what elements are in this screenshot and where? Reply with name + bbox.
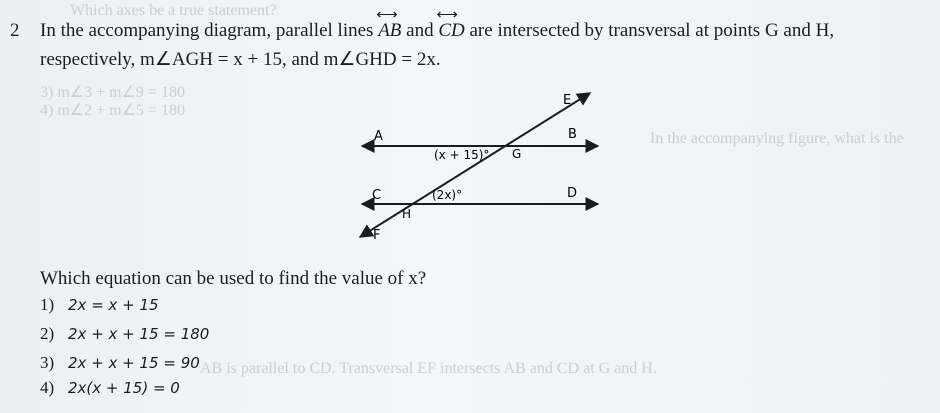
choice-equation: 2x + x + 15 = 180	[68, 325, 210, 343]
question-number: 2	[10, 20, 20, 41]
question-text: In the accompanying diagram, parallel lines	[40, 20, 379, 41]
question-line-2: respectively, m∠AGH = x + 15, and m∠GHD = 2x.	[40, 49, 441, 70]
parallel-lines-diagram	[340, 85, 620, 245]
choice-3	[40, 353, 200, 373]
point-e-label: E	[563, 93, 572, 108]
choice-number: 2)	[40, 324, 55, 343]
line-cd-label: ⟷ CD	[438, 20, 464, 42]
prompt-text: Which equation can be used to find the value of x?	[40, 268, 427, 289]
angle-ghd-label: (2x)°	[432, 188, 463, 202]
point-c-label: C	[372, 188, 382, 203]
point-b-label: B	[568, 127, 577, 142]
choice-number: 4)	[40, 378, 55, 397]
point-g-label: G	[512, 147, 522, 161]
bleed-through-text: 3) m∠3 + m∠9 = 180	[40, 84, 185, 101]
choice-4	[40, 378, 180, 398]
choice-equation: 2x(x + 15) = 0	[68, 379, 180, 397]
transversal-ef	[360, 93, 590, 237]
choice-equation: 2x + x + 15 = 90	[68, 354, 200, 372]
question-text: are intersected by transversal at points G and H,	[464, 20, 835, 41]
point-a-label: A	[374, 129, 383, 144]
point-h-label: H	[402, 207, 412, 221]
choice-number: 1)	[40, 295, 55, 314]
bleed-through-text: 4) m∠2 + m∠5 = 180	[40, 102, 185, 119]
bleed-through-text: In the accompanying figure, what is the	[650, 130, 904, 147]
question-text: and	[401, 20, 439, 41]
choice-2	[40, 324, 209, 344]
choice-number: 3)	[40, 353, 55, 372]
line-ab-label: ⟷ AB	[378, 20, 401, 42]
choice-1	[40, 295, 159, 315]
bleed-through-text: Which axes be a true statement?	[70, 2, 277, 19]
angle-agh-label: (x + 15)°	[434, 148, 490, 162]
question-line-1	[40, 20, 834, 42]
point-d-label: D	[567, 186, 578, 201]
point-f-label: F	[373, 228, 381, 243]
choice-equation: 2x = x + 15	[68, 296, 159, 314]
bleed-through-text: AB is parallel to CD. Transversal EF intersects AB and CD at G and H.	[200, 360, 657, 377]
